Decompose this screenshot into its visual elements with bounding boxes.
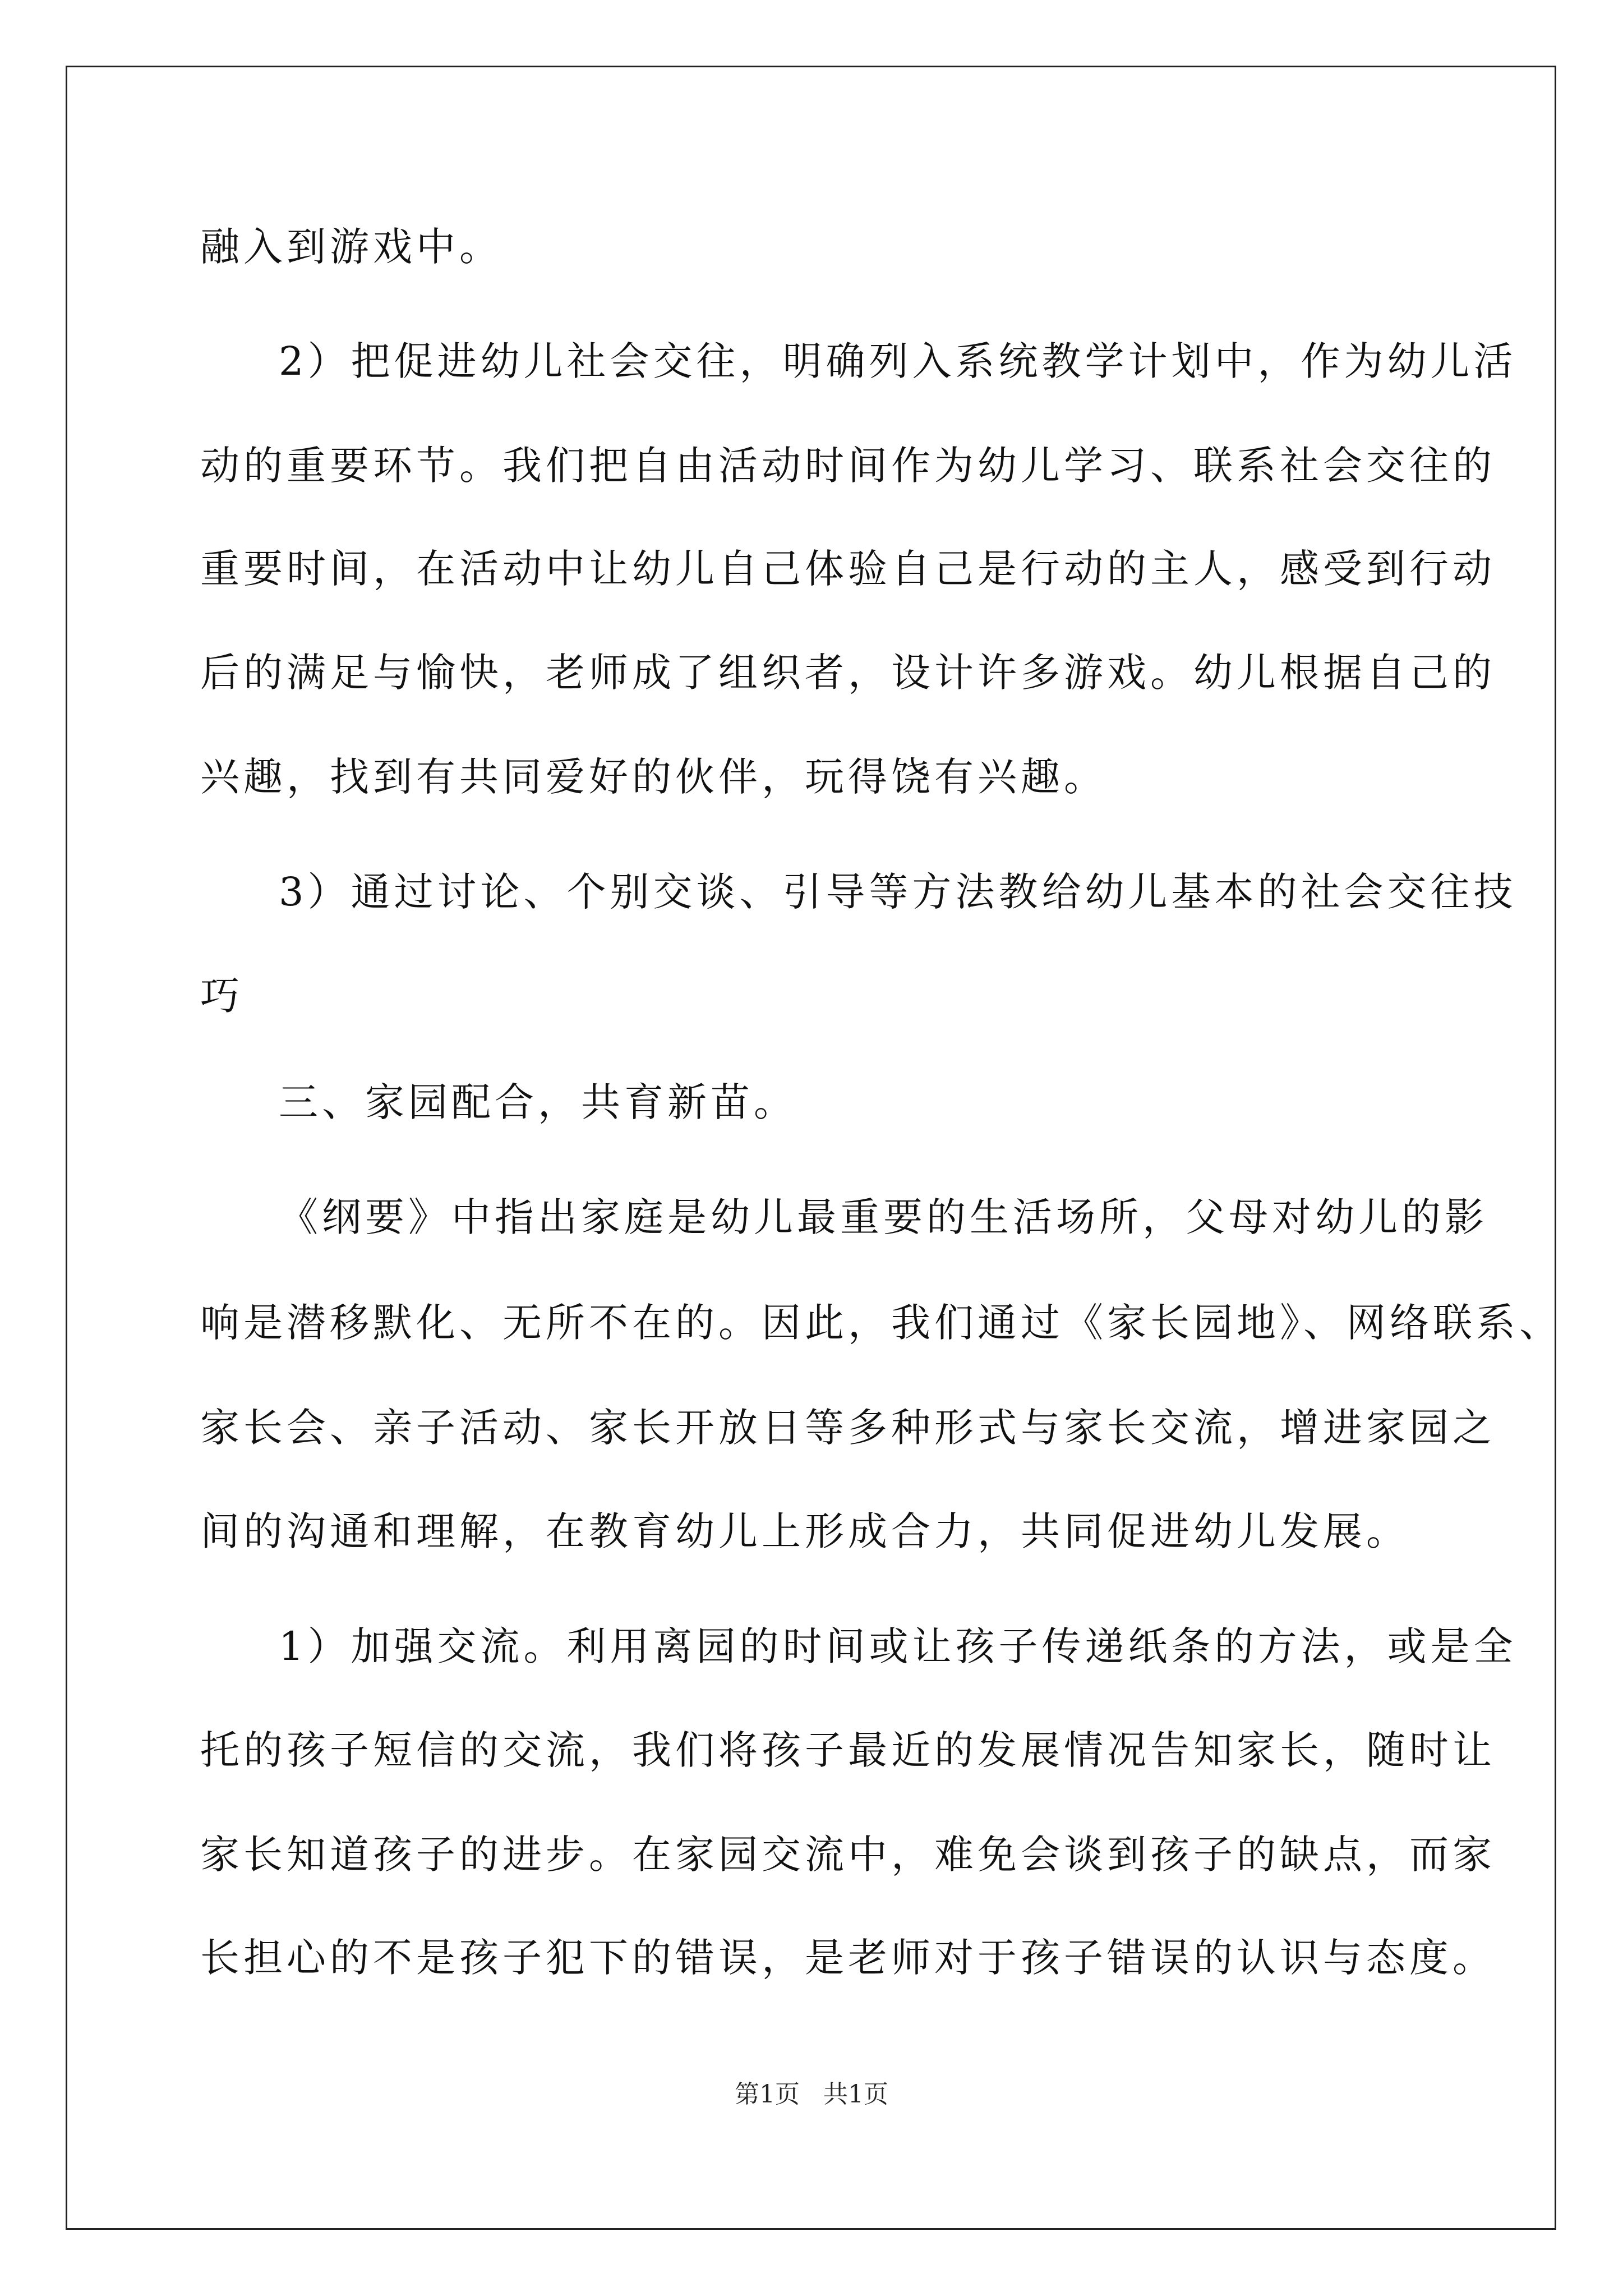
text-line: 间的沟通和理解，在教育幼儿上形成合力，共同促进幼儿发展。 [200, 1508, 1409, 1554]
text-line: 后的满足与愉快，老师成了组织者，设计许多游戏。幼儿根据自己的 [200, 650, 1496, 696]
text-line: 家长会、亲子活动、家长开放日等多种形式与家长交流，增进家园之 [200, 1405, 1496, 1451]
page-number-footer: 第1页 共1页 [735, 2080, 888, 2109]
text-line: 响是潜移默化、无所不在的。因此，我们通过《家长园地》、网络联系、 [200, 1300, 1562, 1346]
paragraph-start-line: 1）加强交流。利用离园的时间或让孩子传递纸条的方法，或是全 [279, 1623, 1517, 1669]
paragraph-start-line: 3）通过讨论、个别交谈、引导等方法教给幼儿基本的社会交往技 [279, 869, 1517, 915]
page-border [66, 66, 1562, 2230]
text-line: 融入到游戏中。 [200, 224, 502, 270]
text-line: 重要时间，在活动中让幼儿自己体验自己是行动的主人，感受到行动 [200, 546, 1496, 592]
text-line: 兴趣，找到有共同爱好的伙伴，玩得饶有兴趣。 [200, 754, 1107, 800]
text-line: 动的重要环节。我们把自由活动时间作为幼儿学习、联系社会交往的 [200, 443, 1496, 489]
text-line: 长担心的不是孩子犯下的错误，是老师对于孩子错误的认识与态度。 [200, 1935, 1496, 1981]
text-line: 托的孩子短信的交流，我们将孩子最近的发展情况告知家长，随时让 [200, 1727, 1496, 1773]
section-heading: 三、家园配合，共育新苗。 [279, 1079, 797, 1125]
text-line: 巧 [200, 973, 243, 1019]
text-line: 家长知道孩子的进步。在家园交流中，难免会谈到孩子的缺点，而家 [200, 1832, 1496, 1878]
paragraph-start-line: 《纲要》中指出家庭是幼儿最重要的生活场所，父母对幼儿的影 [279, 1194, 1488, 1240]
paragraph-start-line: 2）把促进幼儿社会交往，明确列入系统教学计划中，作为幼儿活 [279, 338, 1517, 384]
